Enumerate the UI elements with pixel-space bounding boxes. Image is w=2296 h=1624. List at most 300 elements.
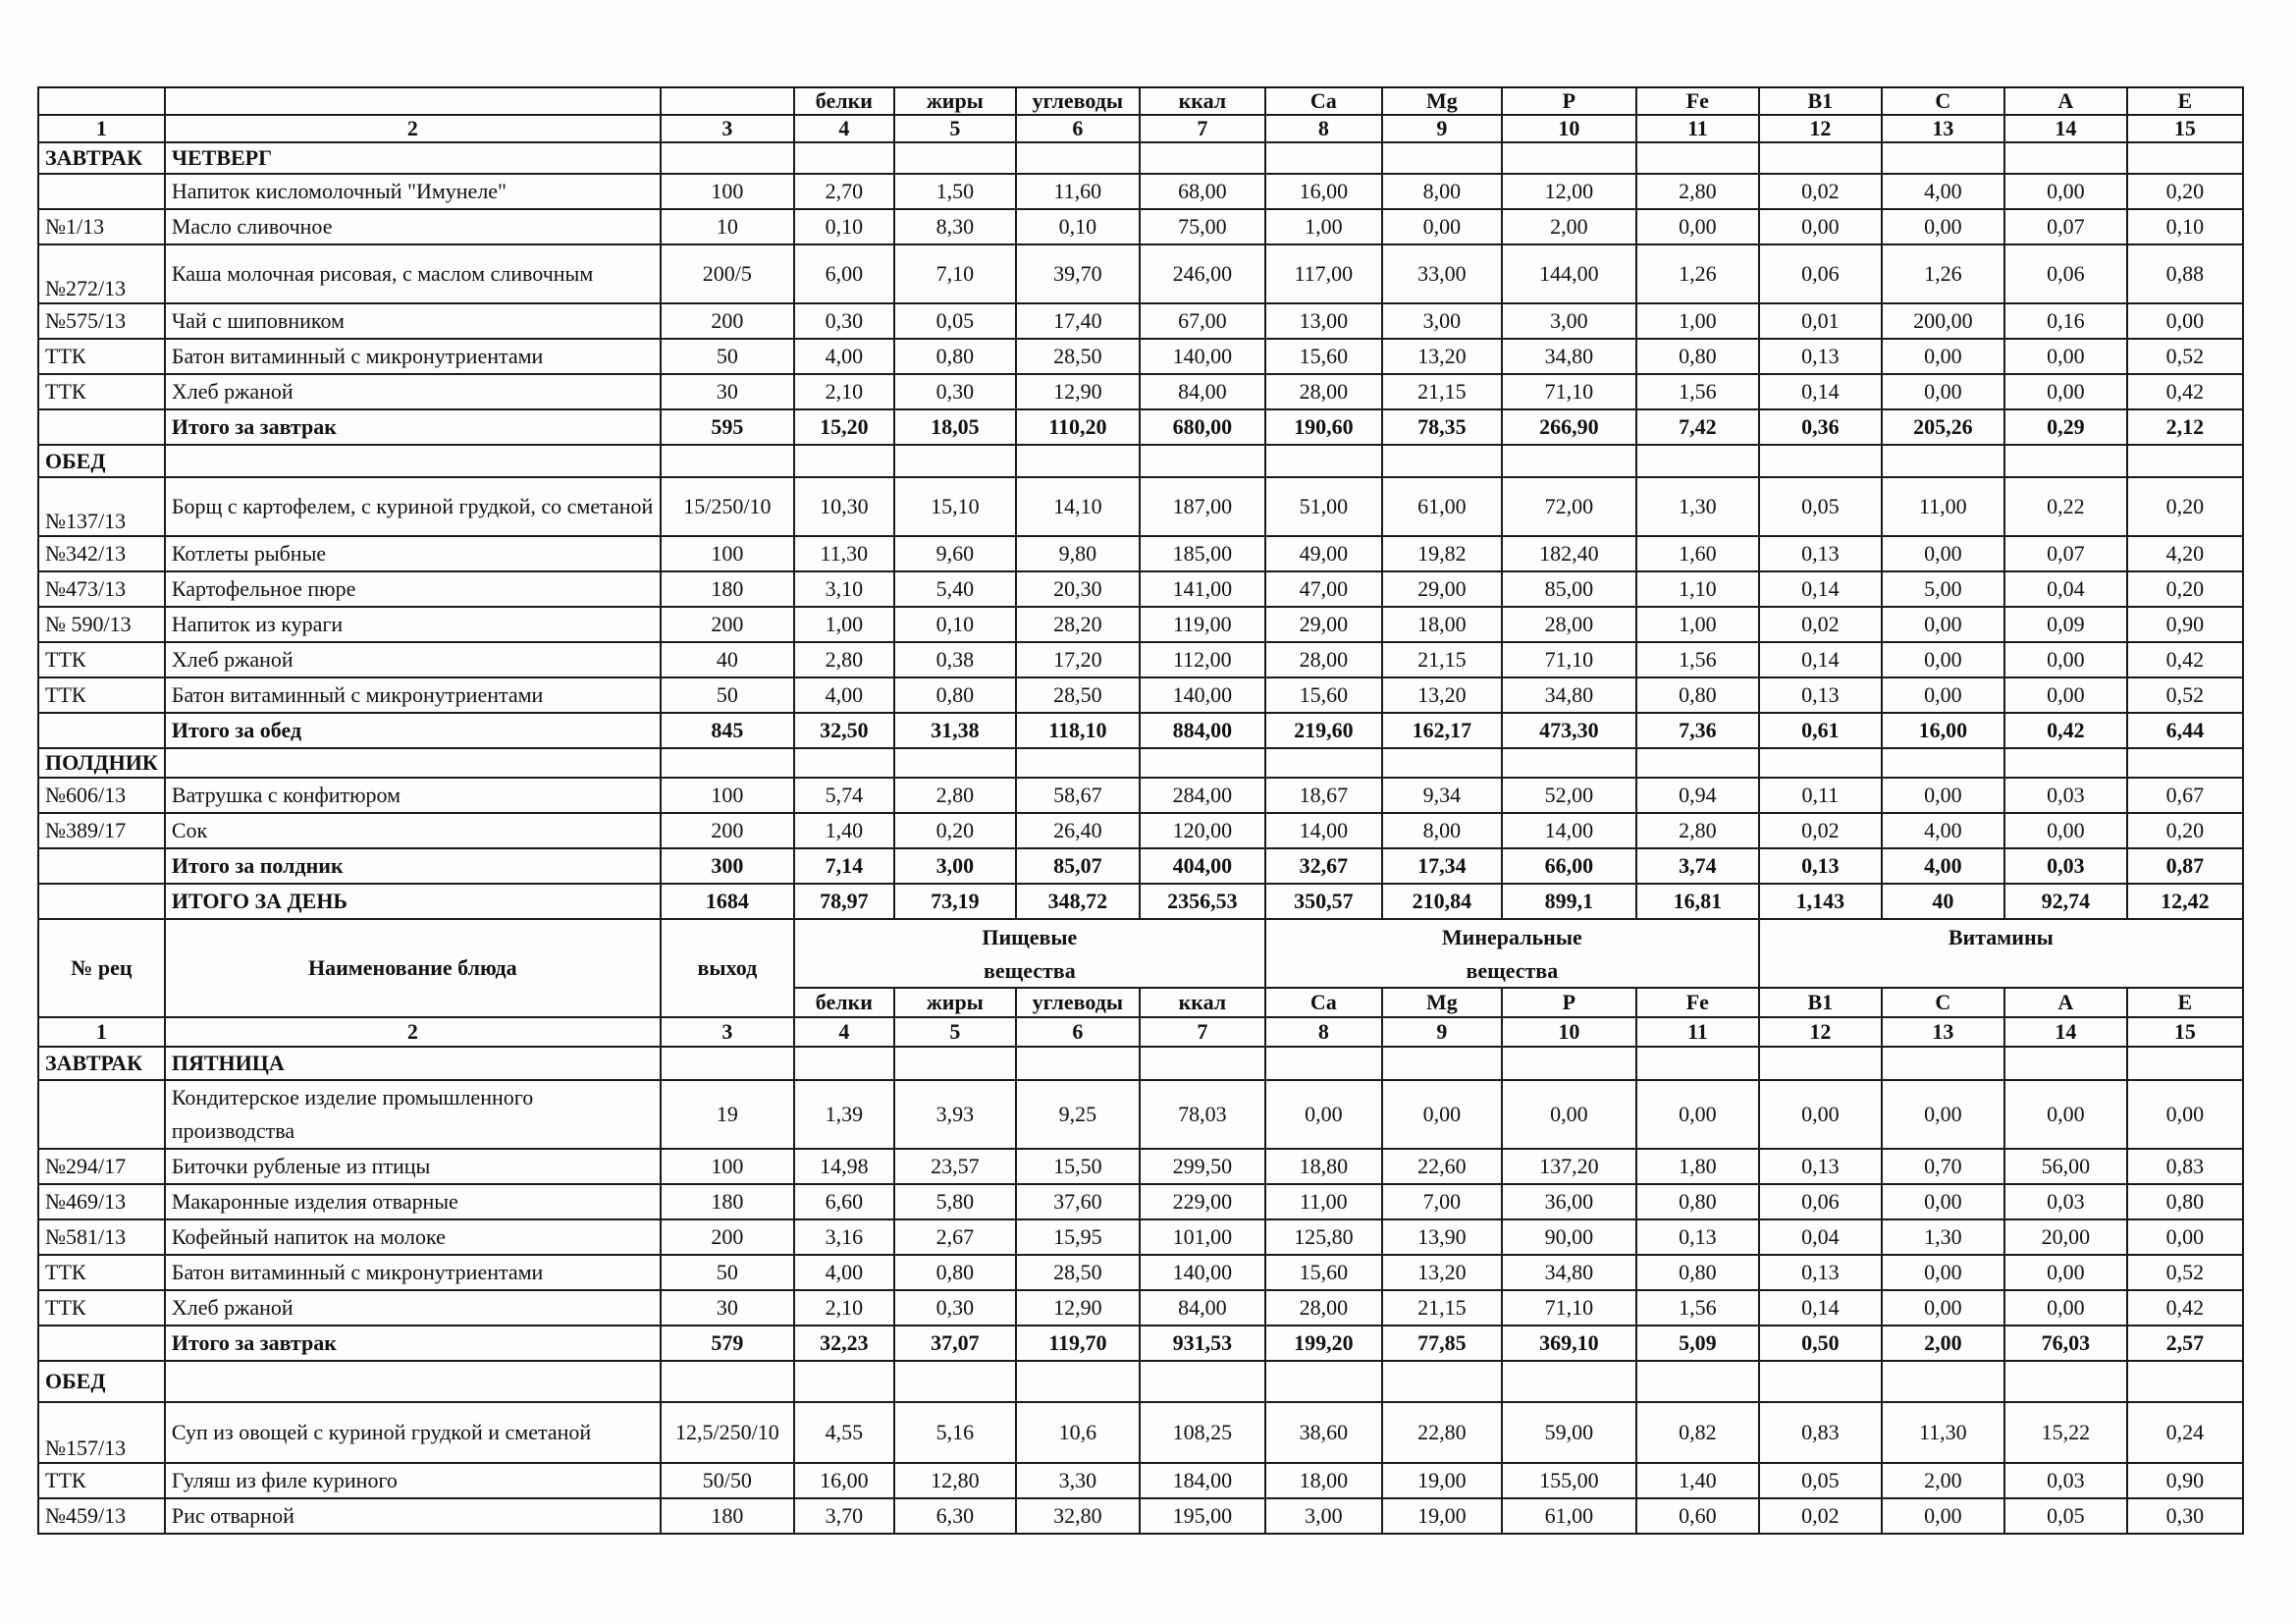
empty-cell bbox=[1265, 748, 1382, 778]
section-row bbox=[38, 445, 2243, 477]
nutrient-value: 1,26 bbox=[1636, 244, 1759, 303]
column-number: 12 bbox=[1759, 1017, 1882, 1047]
recipe-code: №389/17 bbox=[38, 813, 165, 848]
nutrient-value: 10,6 bbox=[1016, 1402, 1140, 1463]
nutrient-value: 4,00 bbox=[1882, 848, 2004, 884]
nutrient-value: 0,20 bbox=[2127, 813, 2243, 848]
nutrient-value: 0,52 bbox=[2127, 1255, 2243, 1290]
nutrient-value: 1,30 bbox=[1636, 477, 1759, 536]
dish-name-header: Наименование блюда bbox=[165, 919, 661, 1017]
nutrient-value: 14,10 bbox=[1016, 477, 1140, 536]
nutrient-value: 9,60 bbox=[894, 536, 1016, 571]
nutrient-value: 68,00 bbox=[1140, 174, 1265, 209]
day-label: ЧЕТВЕРГ bbox=[165, 142, 661, 174]
empty-cell bbox=[894, 445, 1016, 477]
recipe-code: №473/13 bbox=[38, 571, 165, 607]
empty-cell bbox=[38, 713, 165, 748]
nutrient-value: 0,94 bbox=[1636, 778, 1759, 813]
section-label: ОБЕД bbox=[38, 1361, 165, 1402]
nutrient-value: 0,00 bbox=[1882, 374, 2004, 409]
nutrient-value: 21,15 bbox=[1382, 1290, 1502, 1326]
nutrient-value: 0,00 bbox=[1265, 1080, 1382, 1149]
nutrient-value: 0,00 bbox=[1882, 1498, 2004, 1534]
nutrient-value: 18,67 bbox=[1265, 778, 1382, 813]
nutrient-value: 11,30 bbox=[1882, 1402, 2004, 1463]
nutrient-value: 0,00 bbox=[1882, 1255, 2004, 1290]
nutrient-value: 31,38 bbox=[894, 713, 1016, 748]
nutrient-value: 10,30 bbox=[794, 477, 894, 536]
yield-value: 10 bbox=[661, 209, 794, 244]
nutrient-value: 0,80 bbox=[1636, 1255, 1759, 1290]
nutrient-value: 36,00 bbox=[1502, 1184, 1636, 1219]
nutrient-value: 0,07 bbox=[2004, 209, 2127, 244]
nutrient-value: 13,90 bbox=[1382, 1219, 1502, 1255]
dish-name: Рис отварной bbox=[165, 1498, 661, 1534]
nutrient-value: 0,30 bbox=[794, 303, 894, 339]
nutrient-value: 119,00 bbox=[1140, 607, 1265, 642]
list-item bbox=[38, 1498, 2243, 1534]
nutrient-header: C bbox=[1882, 87, 2004, 115]
nutrient-value: 0,02 bbox=[1759, 607, 1882, 642]
recipe-code: ТТК bbox=[38, 1463, 165, 1498]
total-row bbox=[38, 409, 2243, 445]
yield-value: 1684 bbox=[661, 884, 794, 919]
nutrient-value: 219,60 bbox=[1265, 713, 1382, 748]
nutrient-value: 0,00 bbox=[2127, 1080, 2243, 1149]
nutrient-value: 0,03 bbox=[2004, 1463, 2127, 1498]
nutrient-value: 284,00 bbox=[1140, 778, 1265, 813]
nutrient-value: 0,11 bbox=[1759, 778, 1882, 813]
empty-cell bbox=[661, 87, 794, 115]
yield-header: выход bbox=[661, 919, 794, 1017]
nutrient-value: 140,00 bbox=[1140, 1255, 1265, 1290]
column-number: 5 bbox=[894, 115, 1016, 142]
nutrient-value: 0,00 bbox=[1636, 209, 1759, 244]
nutrient-header: Fe bbox=[1636, 988, 1759, 1017]
nutrient-value: 90,00 bbox=[1502, 1219, 1636, 1255]
nutrient-value: 0,03 bbox=[2004, 1184, 2127, 1219]
day-label bbox=[165, 445, 661, 477]
nutrient-value: 15,50 bbox=[1016, 1149, 1140, 1184]
nutrient-value: 4,00 bbox=[794, 1255, 894, 1290]
nutrient-value: 0,52 bbox=[2127, 677, 2243, 713]
nutrient-value: 28,00 bbox=[1265, 1290, 1382, 1326]
recipe-code: №606/13 bbox=[38, 778, 165, 813]
column-number: 8 bbox=[1265, 115, 1382, 142]
list-item bbox=[38, 778, 2243, 813]
nutrient-value: 28,00 bbox=[1502, 607, 1636, 642]
nutrient-value: 1,143 bbox=[1759, 884, 1882, 919]
nutrient-value: 34,80 bbox=[1502, 339, 1636, 374]
nutrient-value: 4,20 bbox=[2127, 536, 2243, 571]
empty-cell bbox=[38, 409, 165, 445]
empty-cell bbox=[1382, 142, 1502, 174]
nutrient-value: 49,00 bbox=[1265, 536, 1382, 571]
nutrient-value: 5,80 bbox=[894, 1184, 1016, 1219]
section-row bbox=[38, 1047, 2243, 1080]
nutrient-value: 3,30 bbox=[1016, 1463, 1140, 1498]
empty-cell bbox=[2127, 142, 2243, 174]
nutrient-value: 61,00 bbox=[1502, 1498, 1636, 1534]
nutrient-value: 1,00 bbox=[1636, 607, 1759, 642]
nutrient-value: 33,00 bbox=[1382, 244, 1502, 303]
dish-name: Хлеб ржаной bbox=[165, 374, 661, 409]
nutrient-value: 56,00 bbox=[2004, 1149, 2127, 1184]
empty-cell bbox=[894, 142, 1016, 174]
day-label bbox=[165, 1361, 661, 1402]
recipe-code bbox=[38, 1080, 165, 1149]
nutrient-value: 0,61 bbox=[1759, 713, 1882, 748]
nutrient-value: 67,00 bbox=[1140, 303, 1265, 339]
empty-cell bbox=[661, 142, 794, 174]
nutrient-value: 37,60 bbox=[1016, 1184, 1140, 1219]
nutrient-header: Fe bbox=[1636, 87, 1759, 115]
group-header-row bbox=[38, 919, 2243, 954]
dish-name: Кофейный напиток на молоке bbox=[165, 1219, 661, 1255]
empty-cell bbox=[794, 1047, 894, 1080]
nutrient-header: P bbox=[1502, 87, 1636, 115]
nutrient-value: 75,00 bbox=[1140, 209, 1265, 244]
nutrient-value: 348,72 bbox=[1016, 884, 1140, 919]
nutrient-value: 6,00 bbox=[794, 244, 894, 303]
nutrient-header: A bbox=[2004, 87, 2127, 115]
nutrient-value: 137,20 bbox=[1502, 1149, 1636, 1184]
empty-cell bbox=[1502, 1047, 1636, 1080]
nutrient-value: 0,70 bbox=[1882, 1149, 2004, 1184]
nutrient-value: 0,00 bbox=[1882, 339, 2004, 374]
nutrient-header: углеводы bbox=[1016, 87, 1140, 115]
nutrient-value: 12,42 bbox=[2127, 884, 2243, 919]
nutrient-value: 85,00 bbox=[1502, 571, 1636, 607]
nutrient-value: 0,80 bbox=[894, 1255, 1016, 1290]
nutrient-value: 2,70 bbox=[794, 174, 894, 209]
nutrient-value: 20,00 bbox=[2004, 1219, 2127, 1255]
nutrient-header: C bbox=[1882, 988, 2004, 1017]
nutrient-value: 28,20 bbox=[1016, 607, 1140, 642]
nutrient-value: 1,26 bbox=[1882, 244, 2004, 303]
nutrient-value: 0,00 bbox=[1882, 209, 2004, 244]
recipe-code bbox=[38, 174, 165, 209]
column-number: 10 bbox=[1502, 1017, 1636, 1047]
list-item bbox=[38, 1149, 2243, 1184]
empty-cell bbox=[1265, 445, 1382, 477]
empty-cell bbox=[1382, 1361, 1502, 1402]
nutrient-value: 182,40 bbox=[1502, 536, 1636, 571]
nutrient-value: 22,60 bbox=[1382, 1149, 1502, 1184]
nutrient-value: 0,00 bbox=[1882, 1184, 2004, 1219]
nutrient-value: 34,80 bbox=[1502, 1255, 1636, 1290]
yield-value: 200 bbox=[661, 303, 794, 339]
nutrient-value: 3,00 bbox=[1265, 1498, 1382, 1534]
nutrient-value: 0,00 bbox=[2004, 339, 2127, 374]
nutrient-value: 195,00 bbox=[1140, 1498, 1265, 1534]
nutrient-value: 2,10 bbox=[794, 1290, 894, 1326]
nutrient-value: 66,00 bbox=[1502, 848, 1636, 884]
dish-name: Биточки рубленые из птицы bbox=[165, 1149, 661, 1184]
nutrient-value: 118,10 bbox=[1016, 713, 1140, 748]
empty-cell bbox=[1882, 1361, 2004, 1402]
dish-name: Сок bbox=[165, 813, 661, 848]
nutrient-value: 266,90 bbox=[1502, 409, 1636, 445]
empty-cell bbox=[2127, 748, 2243, 778]
empty-cell bbox=[2127, 1047, 2243, 1080]
yield-value: 595 bbox=[661, 409, 794, 445]
nutrient-value: 199,20 bbox=[1265, 1326, 1382, 1361]
nutrient-header: Mg bbox=[1382, 988, 1502, 1017]
column-number: 11 bbox=[1636, 115, 1759, 142]
nutrient-value: 0,01 bbox=[1759, 303, 1882, 339]
empty-cell bbox=[1502, 142, 1636, 174]
nutrient-value: 0,06 bbox=[1759, 1184, 1882, 1219]
list-item bbox=[38, 677, 2243, 713]
dish-name: Суп из овощей с куриной грудкой и сметаной bbox=[165, 1402, 661, 1463]
empty-cell bbox=[1016, 748, 1140, 778]
column-number: 4 bbox=[794, 115, 894, 142]
yield-value: 19 bbox=[661, 1080, 794, 1149]
list-item bbox=[38, 642, 2243, 677]
recipe-number-header: № рец bbox=[38, 919, 165, 1017]
nutrient-value: 92,74 bbox=[2004, 884, 2127, 919]
nutrient-value: 15,20 bbox=[794, 409, 894, 445]
empty-cell bbox=[1636, 1361, 1759, 1402]
nutrient-value: 200,00 bbox=[1882, 303, 2004, 339]
column-number: 14 bbox=[2004, 1017, 2127, 1047]
nutrient-value: 369,10 bbox=[1502, 1326, 1636, 1361]
nutrient-value: 229,00 bbox=[1140, 1184, 1265, 1219]
empty-cell bbox=[2004, 142, 2127, 174]
nutrient-value: 12,90 bbox=[1016, 374, 1140, 409]
nutrient-value: 40 bbox=[1882, 884, 2004, 919]
nutrient-value: 32,67 bbox=[1265, 848, 1382, 884]
nutrient-value: 1,30 bbox=[1882, 1219, 2004, 1255]
nutrient-value: 0,80 bbox=[2127, 1184, 2243, 1219]
empty-cell bbox=[1759, 954, 2243, 988]
nutrient-value: 140,00 bbox=[1140, 677, 1265, 713]
yield-value: 200 bbox=[661, 1219, 794, 1255]
column-number: 5 bbox=[894, 1017, 1016, 1047]
nutrient-value: 0,90 bbox=[2127, 1463, 2243, 1498]
empty-cell bbox=[38, 1326, 165, 1361]
nutrient-value: 71,10 bbox=[1502, 1290, 1636, 1326]
nutrient-value: 5,40 bbox=[894, 571, 1016, 607]
total-row bbox=[38, 1326, 2243, 1361]
nutrient-value: 19,82 bbox=[1382, 536, 1502, 571]
yield-value: 300 bbox=[661, 848, 794, 884]
empty-cell bbox=[1140, 748, 1265, 778]
nutrient-value: 1,40 bbox=[794, 813, 894, 848]
column-number: 3 bbox=[661, 1017, 794, 1047]
nutrient-value: 2,80 bbox=[794, 642, 894, 677]
nutrient-header: Ca bbox=[1265, 87, 1382, 115]
nutrient-value: 205,26 bbox=[1882, 409, 2004, 445]
nutrient-value: 0,42 bbox=[2127, 1290, 2243, 1326]
total-row bbox=[38, 848, 2243, 884]
nutrient-value: 1,60 bbox=[1636, 536, 1759, 571]
nutrient-value: 0,00 bbox=[1882, 1290, 2004, 1326]
nutrient-value: 0,06 bbox=[1759, 244, 1882, 303]
section-label: ОБЕД bbox=[38, 445, 165, 477]
nutrient-value: 0,42 bbox=[2127, 374, 2243, 409]
nutrient-value: 84,00 bbox=[1140, 1290, 1265, 1326]
nutrient-value: 4,00 bbox=[1882, 174, 2004, 209]
nutrient-value: 32,50 bbox=[794, 713, 894, 748]
nutrient-value: 61,00 bbox=[1382, 477, 1502, 536]
yield-value: 100 bbox=[661, 174, 794, 209]
column-number: 3 bbox=[661, 115, 794, 142]
nutrient-value: 15,60 bbox=[1265, 1255, 1382, 1290]
nutrient-value: 12,00 bbox=[1502, 174, 1636, 209]
day-total-row bbox=[38, 884, 2243, 919]
column-number: 7 bbox=[1140, 115, 1265, 142]
nutrient-value: 0,13 bbox=[1636, 1219, 1759, 1255]
nutrient-value: 9,25 bbox=[1016, 1080, 1140, 1149]
nutrient-value: 4,00 bbox=[1882, 813, 2004, 848]
nutrient-value: 0,20 bbox=[2127, 174, 2243, 209]
nutrient-value: 3,00 bbox=[1382, 303, 1502, 339]
recipe-code: ТТК bbox=[38, 374, 165, 409]
recipe-code: № 590/13 bbox=[38, 607, 165, 642]
nutrient-value: 39,70 bbox=[1016, 244, 1140, 303]
nutrient-value: 23,57 bbox=[894, 1149, 1016, 1184]
list-item bbox=[38, 1080, 2243, 1149]
nutrient-value: 85,07 bbox=[1016, 848, 1140, 884]
column-number: 9 bbox=[1382, 115, 1502, 142]
column-number: 15 bbox=[2127, 1017, 2243, 1047]
nutrient-value: 0,30 bbox=[894, 374, 1016, 409]
nutrient-value: 2,80 bbox=[1636, 813, 1759, 848]
yield-value: 100 bbox=[661, 536, 794, 571]
yield-value: 579 bbox=[661, 1326, 794, 1361]
nutrient-value: 14,00 bbox=[1265, 813, 1382, 848]
list-item bbox=[38, 1402, 2243, 1463]
empty-cell bbox=[1502, 1361, 1636, 1402]
nutrient-value: 1,56 bbox=[1636, 642, 1759, 677]
nutrient-value: 0,24 bbox=[2127, 1402, 2243, 1463]
mineral-group-header-2: вещества bbox=[1265, 954, 1759, 988]
empty-cell bbox=[1265, 1047, 1382, 1080]
nutrient-value: 71,10 bbox=[1502, 642, 1636, 677]
nutrient-value: 0,00 bbox=[2004, 174, 2127, 209]
nutrient-value: 0,30 bbox=[894, 1290, 1016, 1326]
nutrient-value: 0,16 bbox=[2004, 303, 2127, 339]
empty-cell bbox=[1016, 1047, 1140, 1080]
empty-cell bbox=[1382, 1047, 1502, 1080]
vitamin-group-header: Витамины bbox=[1759, 919, 2243, 954]
nutrient-value: 101,00 bbox=[1140, 1219, 1265, 1255]
nutrient-value: 0,13 bbox=[1759, 1149, 1882, 1184]
nutrient-value: 117,00 bbox=[1265, 244, 1382, 303]
column-number: 6 bbox=[1016, 1017, 1140, 1047]
nutrient-value: 1,50 bbox=[894, 174, 1016, 209]
nutrient-value: 16,00 bbox=[1882, 713, 2004, 748]
empty-cell bbox=[1016, 1361, 1140, 1402]
food-group-header: Пищевые bbox=[794, 919, 1265, 954]
dish-name: Батон витаминный с микронутриентами bbox=[165, 677, 661, 713]
nutrient-value: 0,00 bbox=[1882, 607, 2004, 642]
nutrient-value: 5,74 bbox=[794, 778, 894, 813]
total-row bbox=[38, 713, 2243, 748]
nutrient-value: 0,00 bbox=[2004, 374, 2127, 409]
nutrient-value: 78,35 bbox=[1382, 409, 1502, 445]
empty-cell bbox=[1882, 748, 2004, 778]
nutrient-value: 16,81 bbox=[1636, 884, 1759, 919]
nutrient-value: 0,07 bbox=[2004, 536, 2127, 571]
nutrient-value: 0,80 bbox=[1636, 677, 1759, 713]
nutrient-value: 0,80 bbox=[1636, 339, 1759, 374]
yield-value: 50/50 bbox=[661, 1463, 794, 1498]
nutrient-value: 3,70 bbox=[794, 1498, 894, 1534]
yield-value: 50 bbox=[661, 1255, 794, 1290]
nutrient-value: 18,00 bbox=[1382, 607, 1502, 642]
column-number: 14 bbox=[2004, 115, 2127, 142]
nutrient-value: 4,00 bbox=[794, 677, 894, 713]
nutrient-value: 59,00 bbox=[1502, 1402, 1636, 1463]
nutrient-value: 21,15 bbox=[1382, 374, 1502, 409]
nutrient-value: 3,00 bbox=[1502, 303, 1636, 339]
dish-name: Ватрушка с конфитюром bbox=[165, 778, 661, 813]
nutrient-value: 32,23 bbox=[794, 1326, 894, 1361]
nutrient-value: 141,00 bbox=[1140, 571, 1265, 607]
day-label: ПЯТНИЦА bbox=[165, 1047, 661, 1080]
empty-cell bbox=[1382, 445, 1502, 477]
nutrient-value: 15,60 bbox=[1265, 339, 1382, 374]
nutrient-value: 19,00 bbox=[1382, 1463, 1502, 1498]
nutrient-value: 3,93 bbox=[894, 1080, 1016, 1149]
nutrient-value: 11,00 bbox=[1882, 477, 2004, 536]
nutrient-value: 2356,53 bbox=[1140, 884, 1265, 919]
column-number: 1 bbox=[38, 1017, 165, 1047]
nutrient-value: 299,50 bbox=[1140, 1149, 1265, 1184]
empty-cell bbox=[1759, 1047, 1882, 1080]
nutrient-value: 26,40 bbox=[1016, 813, 1140, 848]
nutrient-value: 0,14 bbox=[1759, 642, 1882, 677]
nutrient-value: 15,60 bbox=[1265, 677, 1382, 713]
empty-cell bbox=[894, 1361, 1016, 1402]
yield-value: 180 bbox=[661, 1184, 794, 1219]
nutrient-value: 0,00 bbox=[2004, 1080, 2127, 1149]
list-item bbox=[38, 571, 2243, 607]
nutrient-value: 3,16 bbox=[794, 1219, 894, 1255]
nutrient-value: 9,80 bbox=[1016, 536, 1140, 571]
dish-name: Чай с шиповником bbox=[165, 303, 661, 339]
section-label: ЗАВТРАК bbox=[38, 142, 165, 174]
nutrient-header: белки bbox=[794, 87, 894, 115]
dish-name: Котлеты рыбные bbox=[165, 536, 661, 571]
nutrient-value: 0,00 bbox=[1882, 1080, 2004, 1149]
empty-cell bbox=[38, 848, 165, 884]
nutrient-value: 0,20 bbox=[894, 813, 1016, 848]
nutrient-value: 20,30 bbox=[1016, 571, 1140, 607]
dish-name: Батон витаминный с микронутриентами bbox=[165, 339, 661, 374]
empty-cell bbox=[1759, 748, 1882, 778]
list-item bbox=[38, 374, 2243, 409]
nutrient-value: 37,07 bbox=[894, 1326, 1016, 1361]
recipe-code: №581/13 bbox=[38, 1219, 165, 1255]
mineral-group-header: Минеральные bbox=[1265, 919, 1759, 954]
yield-value: 15/250/10 bbox=[661, 477, 794, 536]
nutrient-value: 13,20 bbox=[1382, 677, 1502, 713]
column-number-row bbox=[38, 1017, 2243, 1047]
nutrient-value: 84,00 bbox=[1140, 374, 1265, 409]
recipe-code: №459/13 bbox=[38, 1498, 165, 1534]
nutrient-header: жиры bbox=[894, 87, 1016, 115]
nutrient-value: 16,00 bbox=[794, 1463, 894, 1498]
yield-value: 180 bbox=[661, 571, 794, 607]
nutrient-value: 0,50 bbox=[1759, 1326, 1882, 1361]
total-label: ИТОГО ЗА ДЕНЬ bbox=[165, 884, 661, 919]
list-item bbox=[38, 174, 2243, 209]
nutrient-value: 0,00 bbox=[2127, 303, 2243, 339]
